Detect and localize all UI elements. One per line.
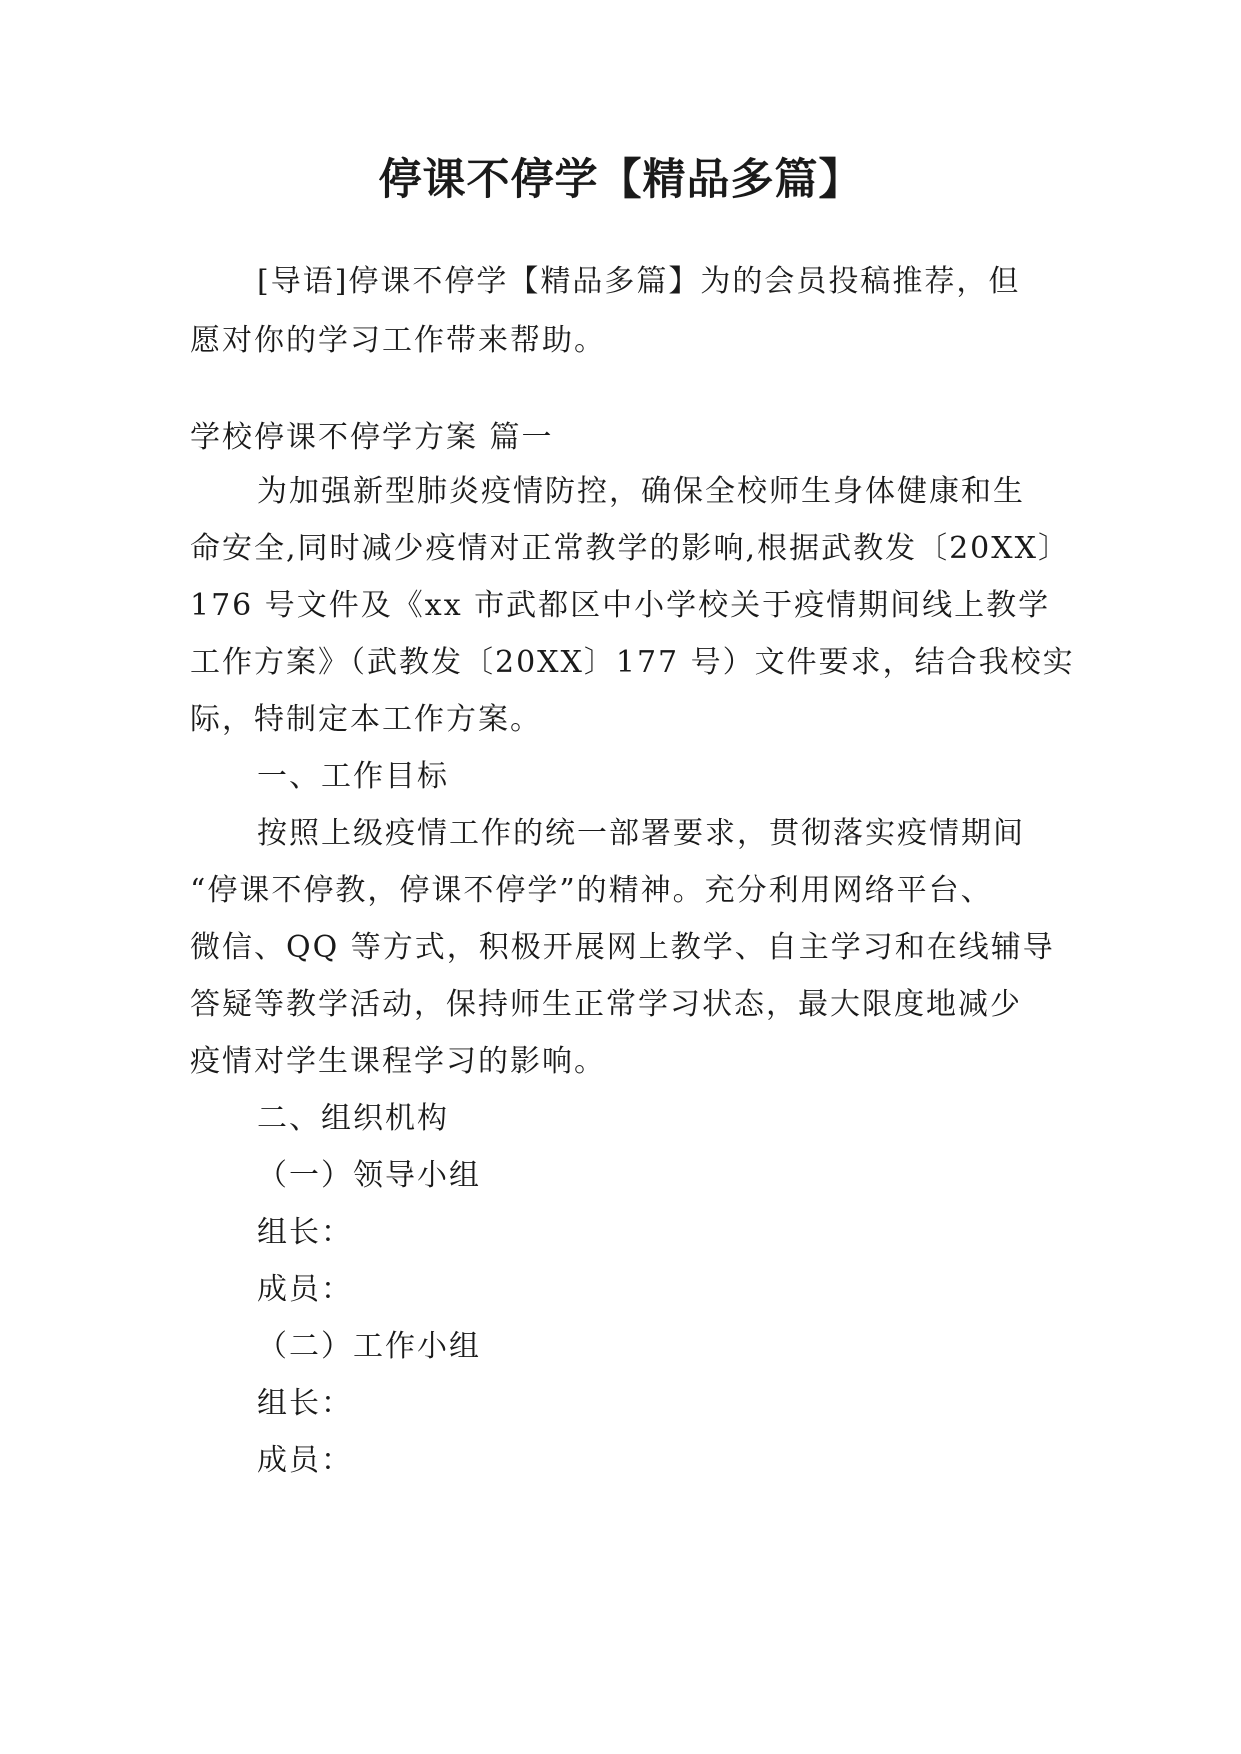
para2-line-2: “停课不停教，停课不停学”的精神。充分利用网络平台、 bbox=[190, 873, 993, 908]
work-group-leader: 组长： bbox=[257, 1386, 353, 1421]
section-heading: 学校停课不停学方案 篇一 bbox=[190, 420, 554, 455]
para1-line-3: 176 号文件及《xx 市武都区中小学校关于疫情期间线上教学 bbox=[190, 588, 1051, 623]
leadership-group-leader: 组长： bbox=[257, 1215, 353, 1250]
work-group-members: 成员： bbox=[257, 1443, 353, 1478]
para1-line-4: 工作方案》（武教发〔20XX〕177 号）文件要求，结合我校实 bbox=[190, 645, 1075, 680]
work-group-title: （二）工作小组 bbox=[257, 1329, 481, 1364]
para1-line-1: 为加强新型肺炎疫情防控，确保全校师生身体健康和生 bbox=[257, 474, 1025, 509]
intro-line-1: [导语]停课不停学【精品多篇】为的会员投稿推荐，但 bbox=[257, 264, 1021, 299]
para2-line-4: 答疑等教学活动，保持师生正常学习状态，最大限度地减少 bbox=[190, 987, 1022, 1022]
heading-work-goal: 一、工作目标 bbox=[257, 759, 449, 794]
para1-line-5: 际，特制定本工作方案。 bbox=[190, 702, 542, 737]
leadership-group-members: 成员： bbox=[257, 1272, 353, 1307]
heading-organization: 二、组织机构 bbox=[257, 1101, 449, 1136]
para2-line-1: 按照上级疫情工作的统一部署要求，贯彻落实疫情期间 bbox=[257, 816, 1025, 851]
para2-line-3: 微信、QQ 等方式，积极开展网上教学、自主学习和在线辅导 bbox=[190, 930, 1055, 965]
leadership-group-title: （一）领导小组 bbox=[257, 1158, 481, 1193]
intro-line-2: 愿对你的学习工作带来帮助。 bbox=[190, 323, 606, 358]
para1-line-2: 命安全,同时减少疫情对正常教学的影响,根据武教发〔20XX〕 bbox=[190, 531, 1070, 566]
page-title: 停课不停学【精品多篇】 bbox=[378, 155, 863, 205]
para2-line-5: 疫情对学生课程学习的影响。 bbox=[190, 1044, 606, 1079]
